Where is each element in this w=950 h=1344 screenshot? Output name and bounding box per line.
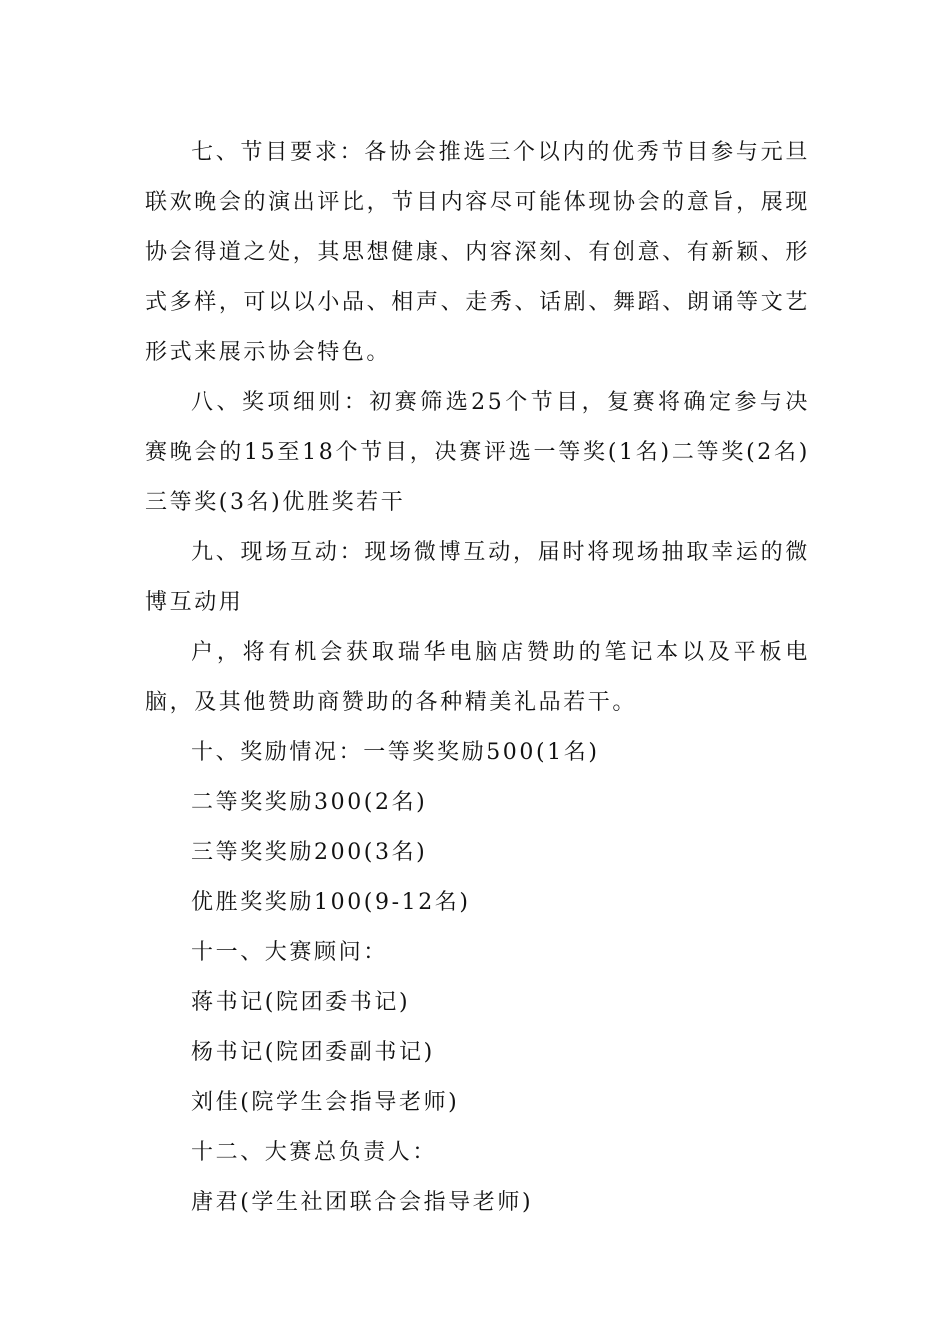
advisors-heading: 十一、大赛顾问： <box>191 940 388 965</box>
paragraph-interaction-part1: 九、现场互动：现场微博互动，届时将现场抽取幸运的微博互动用 <box>145 540 810 615</box>
advisor-item: 刘佳(院学生会指导老师) <box>191 1090 460 1115</box>
reward-second: 二等奖奖励300(2名) <box>191 790 428 815</box>
reward-third: 三等奖奖励200(3名) <box>191 840 428 865</box>
leader-heading: 十二、大赛总负责人： <box>191 1140 438 1165</box>
paragraph-award-rules: 八、奖项细则：初赛筛选25个节目，复赛将确定参与决赛晚会的15至18个节目，决赛评选一等奖(1名)二等奖(2名)三等奖(3名)优胜奖若干 <box>145 390 810 515</box>
leader-item: 唐君(学生社团联合会指导老师) <box>191 1190 534 1215</box>
reward-excellence: 优胜奖奖励100(9-12名) <box>191 890 471 915</box>
advisor-item: 杨书记(院团委副书记) <box>191 1040 435 1065</box>
paragraph-program-requirements: 七、节目要求：各协会推选三个以内的优秀节目参与元旦联欢晚会的演出评比，节目内容尽可能体现协会的意旨，展现协会得道之处，其思想健康、内容深刻、有创意、有新颖、形式多样，可以以小品、相声、走秀、话剧、舞蹈、朗诵等文艺形式来展示协会特色。 <box>145 140 810 365</box>
paragraph-rewards-heading: 十、奖励情况：一等奖奖励500(1名) <box>191 740 600 765</box>
advisor-item: 蒋书记(院团委书记) <box>191 990 411 1015</box>
paragraph-interaction-part2: 户，将有机会获取瑞华电脑店赞助的笔记本以及平板电脑，及其他赞助商赞助的各种精美礼品若干。 <box>145 640 810 715</box>
